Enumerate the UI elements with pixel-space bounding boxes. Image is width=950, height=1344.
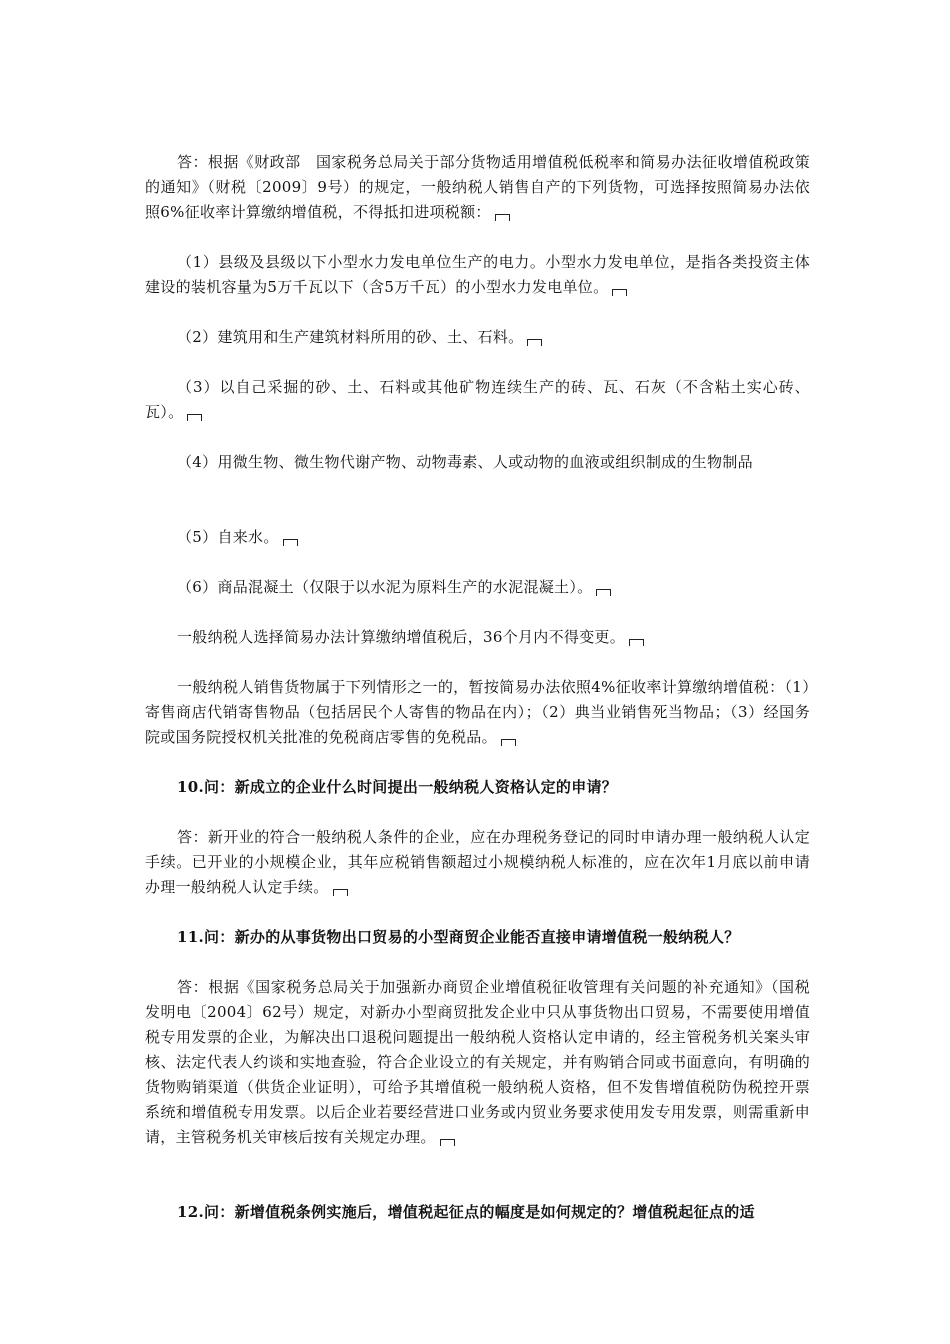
return-mark-icon: [596, 589, 611, 596]
return-mark-icon: [612, 289, 627, 296]
note-36-months: [145, 625, 810, 650]
question-text: 11.问：新办的从事货物出口贸易的小型商贸企业能否直接申请增值税一般纳税人？: [177, 928, 740, 946]
return-mark-icon: [629, 639, 644, 646]
paragraph-text: （4）用微生物、微生物代谢产物、动物毒素、人或动物的血液或组织制成的生物制品: [177, 453, 753, 471]
question-11: [145, 925, 810, 950]
paragraph-text: （2）建筑用和生产建筑材料所用的砂、土、石料。: [177, 328, 524, 346]
paragraph-text: （5）自来水。: [177, 528, 279, 546]
item-1: [145, 250, 810, 300]
answer-11: [145, 975, 810, 1150]
note-4-percent: [145, 675, 810, 750]
return-mark-icon: [283, 539, 298, 546]
question-10: [145, 775, 810, 800]
return-mark-icon: [440, 1139, 455, 1146]
answer-10: [145, 825, 810, 900]
paragraph-text: 一般纳税人选择简易办法计算缴纳增值税后，36个月内不得变更。: [177, 628, 626, 646]
paragraph-text: 一般纳税人销售货物属于下列情形之一的，暂按简易办法依照4%征收率计算缴纳增值税：（1）寄售商店代销寄售物品（包括居民个人寄售的物品在内）；（2）典当业销售死当物品；（3）经国务院或国务院授权机关批准的免税商店零售的免税品。: [145, 678, 810, 746]
item-2: [145, 325, 810, 350]
return-mark-icon: [187, 414, 202, 421]
question-text: 10.问：新成立的企业什么时间提出一般纳税人资格认定的申请？: [177, 778, 618, 796]
paragraph-text: （3）以自己采掘的砂、土、石料或其他矿物连续生产的砖、瓦、石灰（不含粘土实心砖、瓦）。: [145, 378, 810, 421]
item-4: [145, 450, 810, 475]
return-mark-icon: [501, 739, 516, 746]
item-5: [145, 525, 810, 550]
question-text: 12.问：新增值税条例实施后，增值税起征点的幅度是如何规定的？增值税起征点的适: [177, 1203, 755, 1221]
answer-9-intro: [145, 150, 810, 225]
question-12: [145, 1200, 810, 1225]
paragraph-text: （6）商品混凝土（仅限于以水泥为原料生产的水泥混凝土）。: [177, 578, 593, 596]
item-6: [145, 575, 810, 600]
item-3: [145, 375, 810, 425]
paragraph-text: 答：新开业的符合一般纳税人条件的企业，应在办理税务登记的同时申请办理一般纳税人认定手续。已开业的小规模企业，其年应税销售额超过小规模纳税人标准的，应在次年1月底以前申请办理一般纳税人认定手续。: [145, 828, 810, 896]
return-mark-icon: [495, 214, 510, 221]
return-mark-icon: [527, 339, 542, 346]
paragraph-text: 答：根据《财政部 国家税务总局关于部分货物适用增值税低税率和简易办法征收增值税政策的通知》（财税〔2009〕9号）的规定，一般纳税人销售自产的下列货物，可选择按照简易办法依照6%征收率计算缴纳增值税，不得抵扣进项税额：: [145, 153, 810, 221]
return-mark-icon: [333, 889, 348, 896]
paragraph-text: （1）县级及县级以下小型水力发电单位生产的电力。小型水力发电单位，是指各类投资主体建设的装机容量为5万千瓦以下（含5万千瓦）的小型水力发电单位。: [145, 253, 810, 296]
paragraph-text: 答：根据《国家税务总局关于加强新办商贸企业增值税征收管理有关问题的补充通知》（国税发明电〔2004〕62号）规定，对新办小型商贸批发企业中只从事货物出口贸易，不需要使用增值税专用发票的企业，为解决出口退税问题提出一般纳税人资格认定申请的，经主管税务机关案头审核、法定代表人约谈和实地查验，符合企业设立的有关规定，并有购销合同或书面意向，有明确的货物购销渠道（供货企业证明），可给予其增值税一般纳税人资格，但不发售增值税防伪税控开票系统和增值税专用发票。以后企业若要经营进口业务或内贸业务要求使用发专用发票，则需重新申请，主管税务机关审核后按有关规定办理。: [145, 978, 810, 1146]
